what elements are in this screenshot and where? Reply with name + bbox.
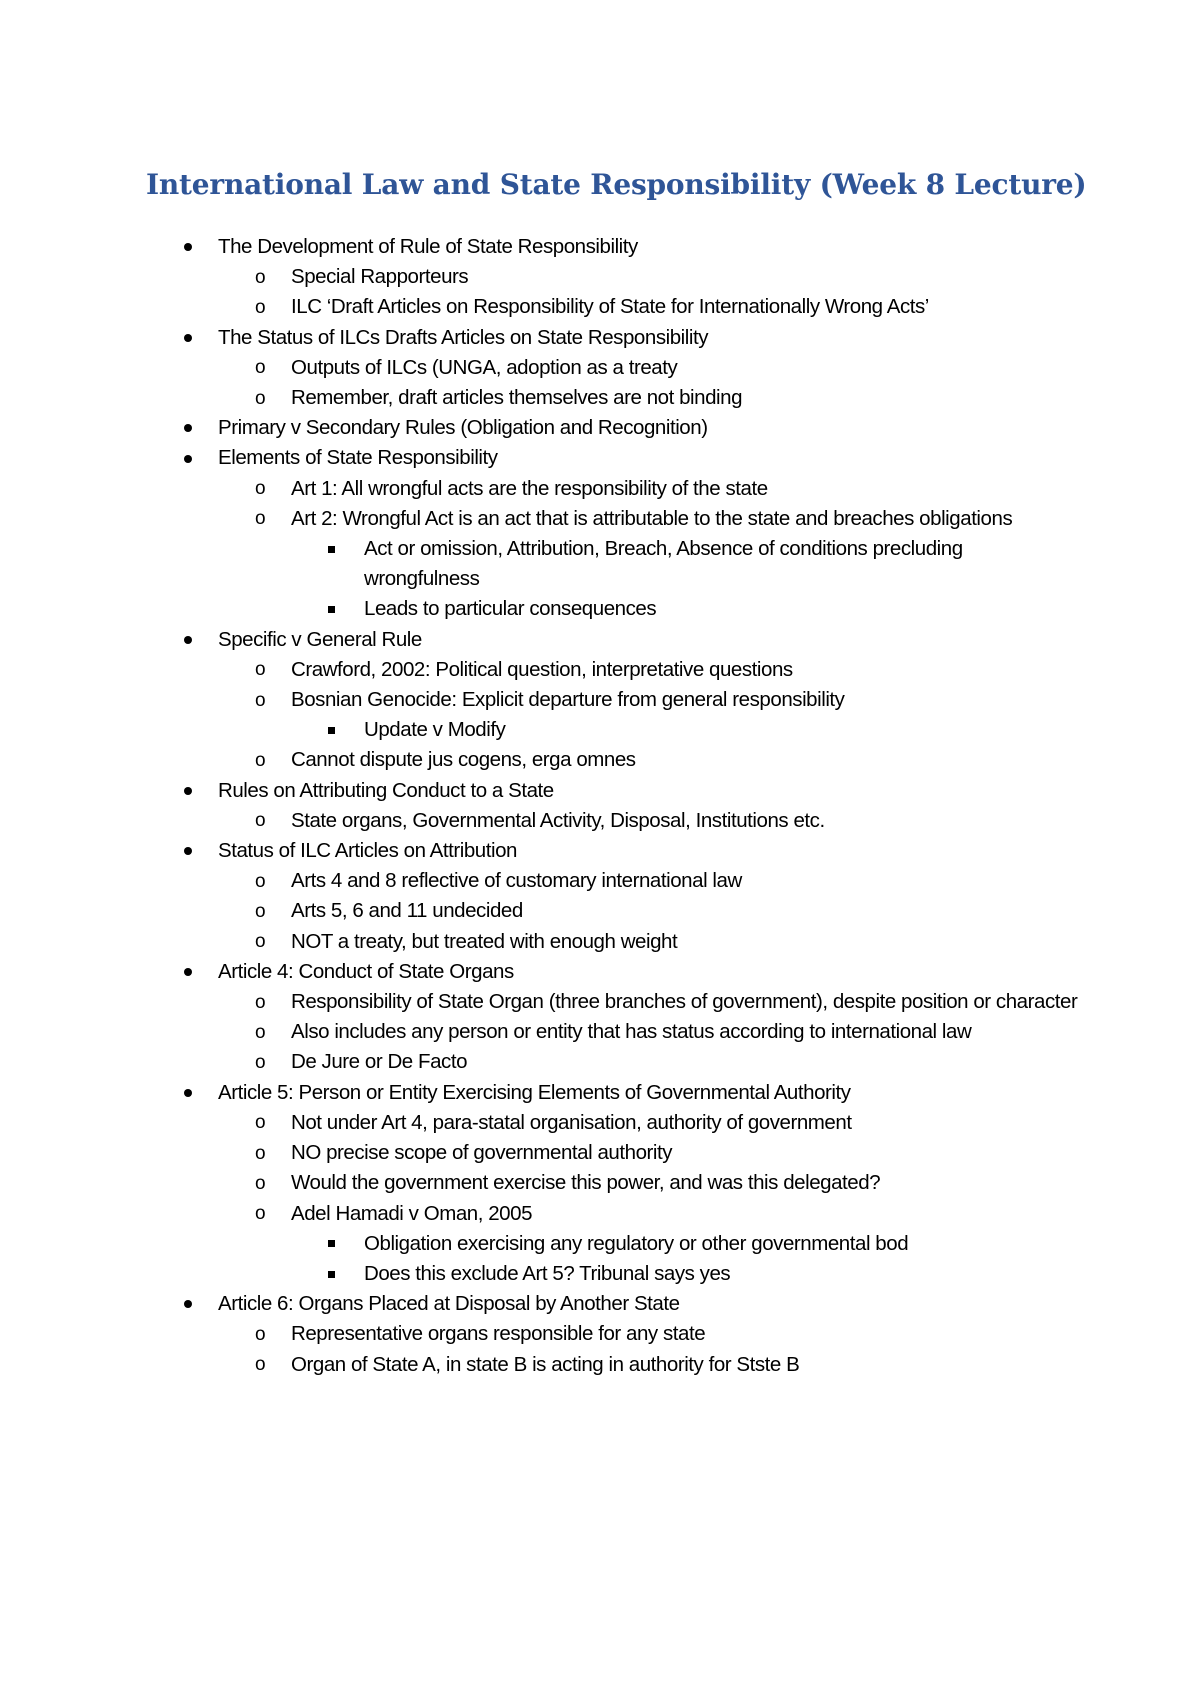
bullet-circle-marker: o [255, 508, 266, 530]
outline-item-text: Art 1: All wrongful acts are the responsibility of the state [291, 476, 768, 500]
outline-item-level-2 [0, 1319, 1200, 1349]
outline-item-text: NOT a treaty, but treated with enough weight [291, 929, 678, 953]
outline-item-text: Rules on Attributing Conduct to a State [218, 778, 554, 802]
outline-item-text: Arts 4 and 8 reflective of customary international law [291, 869, 742, 893]
outline-item-text: Also includes any person or entity that has status according to international law [291, 1020, 972, 1044]
outline-item-level-1 [0, 413, 1200, 443]
outline-item-level-2 [0, 292, 1200, 322]
outline-item-level-3 [0, 534, 1200, 594]
bullet-dot-icon [184, 625, 192, 655]
outline-item-level-2 [0, 1168, 1200, 1198]
bullet-circle-marker: o [255, 357, 266, 379]
outline-item-level-2 [0, 353, 1200, 383]
outline-item-level-2 [0, 1350, 1200, 1380]
outline-item-text: State organs, Governmental Activity, Disposal, Institutions etc. [291, 808, 825, 832]
bullet-circle-marker: o [255, 1112, 266, 1134]
bullet-circle-marker: o [255, 1172, 266, 1194]
bullet-dot-icon [184, 1078, 192, 1108]
outline-item-level-2 [0, 987, 1200, 1017]
bullet-square-icon [328, 715, 335, 745]
outline-item-level-2 [0, 1047, 1200, 1077]
outline-item-level-2 [0, 1017, 1200, 1047]
outline-item-level-3 [0, 1259, 1200, 1289]
outline-item-text: Article 6: Organs Placed at Disposal by Another State [218, 1292, 680, 1316]
outline-item-level-3 [0, 1229, 1200, 1259]
outline-item-level-2 [0, 504, 1200, 534]
bullet-square-icon [328, 1229, 335, 1259]
bullet-circle-marker: o [255, 297, 266, 318]
outline-item-text: Would the government exercise this power, and was this delegated? [291, 1171, 881, 1195]
outline-item-level-1 [0, 1078, 1200, 1108]
outline-item-text: Representative organs responsible for any state [291, 1322, 706, 1346]
outline-item-text: Specific v General Rule [218, 627, 422, 651]
outline-item-level-1 [0, 836, 1200, 866]
outline-item-level-1 [0, 323, 1200, 353]
outline-item-level-2 [0, 896, 1200, 926]
outline-item-text: Adel Hamadi v Oman, 2005 [291, 1201, 533, 1225]
bullet-dot-icon [184, 413, 192, 443]
outline-item-level-2 [0, 806, 1200, 836]
outline-item-text: Act or omission, Attribution, Breach, Absence of conditions precluding wrongfulness [364, 537, 963, 591]
outline-item-text: Primary v Secondary Rules (Obligation and Recognition) [218, 416, 708, 440]
outline-item-text: Outputs of ILCs (UNGA, adoption as a treaty [291, 355, 678, 379]
outline-item-level-3 [0, 715, 1200, 745]
outline-item-level-1 [0, 776, 1200, 806]
outline-item-text: ILC ‘Draft Articles on Responsibility of State for Internationally Wrong Acts’ [291, 295, 929, 319]
outline-item-text: Elements of State Responsibility [218, 446, 498, 470]
bullet-circle-marker: o [255, 1354, 266, 1376]
bullet-dot-icon [184, 1289, 192, 1319]
bullet-dot-icon [184, 232, 192, 262]
outline-item-level-2 [0, 927, 1200, 957]
outline-item-text: Arts 5, 6 and 11 undecided [291, 899, 523, 923]
bullet-square-icon [328, 534, 335, 564]
outline-item-level-1 [0, 1289, 1200, 1319]
outline-item-text: Crawford, 2002: Political question, interpretative questions [291, 657, 793, 681]
outline-item-level-1 [0, 957, 1200, 987]
bullet-dot-icon [184, 323, 192, 353]
document-title: International Law and State Responsibility (Week 8 Lecture) [146, 168, 1087, 201]
outline-item-text: Does this exclude Art 5? Tribunal says yes [364, 1261, 731, 1285]
bullet-circle-marker: o [255, 810, 266, 832]
outline-item-level-2 [0, 383, 1200, 413]
bullet-square-icon [328, 594, 335, 624]
outline-item-text: The Status of ILCs Drafts Articles on State Responsibility [218, 325, 709, 349]
outline-item-level-2 [0, 1199, 1200, 1229]
bullet-square-icon [328, 1259, 335, 1289]
outline-item-text: Responsibility of State Organ (three branches of government), despite position or character [291, 990, 1078, 1014]
bullet-circle-marker: o [255, 1142, 266, 1164]
outline-item-text: Organ of State A, in state B is acting in authority for Stste B [291, 1352, 800, 1376]
outline-item-text: Update v Modify [364, 718, 506, 742]
outline-item-level-1 [0, 625, 1200, 655]
outline-item-level-2 [0, 474, 1200, 504]
outline-item-text: Leads to particular consequences [364, 597, 657, 621]
outline-item-text: Special Rapporteurs [291, 265, 469, 289]
bullet-circle-marker: o [255, 689, 266, 711]
bullet-circle-marker: o [255, 1203, 266, 1225]
outline-item-text: Cannot dispute jus cogens, erga omnes [291, 748, 636, 772]
outline-item-text: Article 4: Conduct of State Organs [218, 959, 514, 983]
outline-item-text: Remember, draft articles themselves are not binding [291, 386, 743, 410]
outline-item-level-2 [0, 1138, 1200, 1168]
outline-item-level-1 [0, 443, 1200, 473]
outline-item-level-1 [0, 232, 1200, 262]
bullet-dot-icon [184, 776, 192, 806]
bullet-circle-marker: o [255, 991, 266, 1013]
outline-item-text: Art 2: Wrongful Act is an act that is attributable to the state and breaches obligations [291, 506, 1013, 530]
bullet-circle-marker: o [255, 750, 266, 772]
bullet-circle-marker: o [255, 870, 266, 892]
outline-item-text: Not under Art 4, para-statal organisation, authority of government [291, 1110, 852, 1134]
bullet-circle-marker: o [255, 659, 266, 681]
outline-item-text: Bosnian Genocide: Explicit departure from general responsibility [291, 688, 845, 712]
outline-item-text: The Development of Rule of State Responsibility [218, 235, 638, 258]
outline-item-level-2 [0, 1108, 1200, 1138]
outline-item-level-2 [0, 685, 1200, 715]
outline-item-level-2 [0, 745, 1200, 775]
bullet-circle-marker: o [255, 1052, 266, 1074]
bullet-dot-icon [184, 443, 192, 473]
lecture-outline [0, 232, 1200, 1380]
bullet-circle-marker: o [255, 1021, 266, 1043]
outline-item-text: Article 5: Person or Entity Exercising Elements of Governmental Authority [218, 1080, 851, 1104]
bullet-dot-icon [184, 836, 192, 866]
outline-item-level-2 [0, 655, 1200, 685]
outline-item-level-2 [0, 866, 1200, 896]
bullet-dot-icon [184, 957, 192, 987]
bullet-circle-marker: o [255, 387, 266, 409]
outline-item-level-2 [0, 262, 1200, 292]
outline-item-text: Status of ILC Articles on Attribution [218, 839, 517, 863]
bullet-circle-marker: o [255, 1323, 266, 1345]
bullet-circle-marker: o [255, 901, 266, 923]
bullet-circle-marker: o [255, 478, 266, 500]
outline-item-level-3 [0, 594, 1200, 624]
bullet-circle-marker: o [255, 931, 266, 953]
outline-item-text: Obligation exercising any regulatory or other governmental bod [364, 1231, 909, 1255]
outline-item-text: NO precise scope of governmental authority [291, 1141, 673, 1165]
bullet-circle-marker: o [255, 266, 266, 288]
outline-item-text: De Jure or De Facto [291, 1050, 468, 1074]
